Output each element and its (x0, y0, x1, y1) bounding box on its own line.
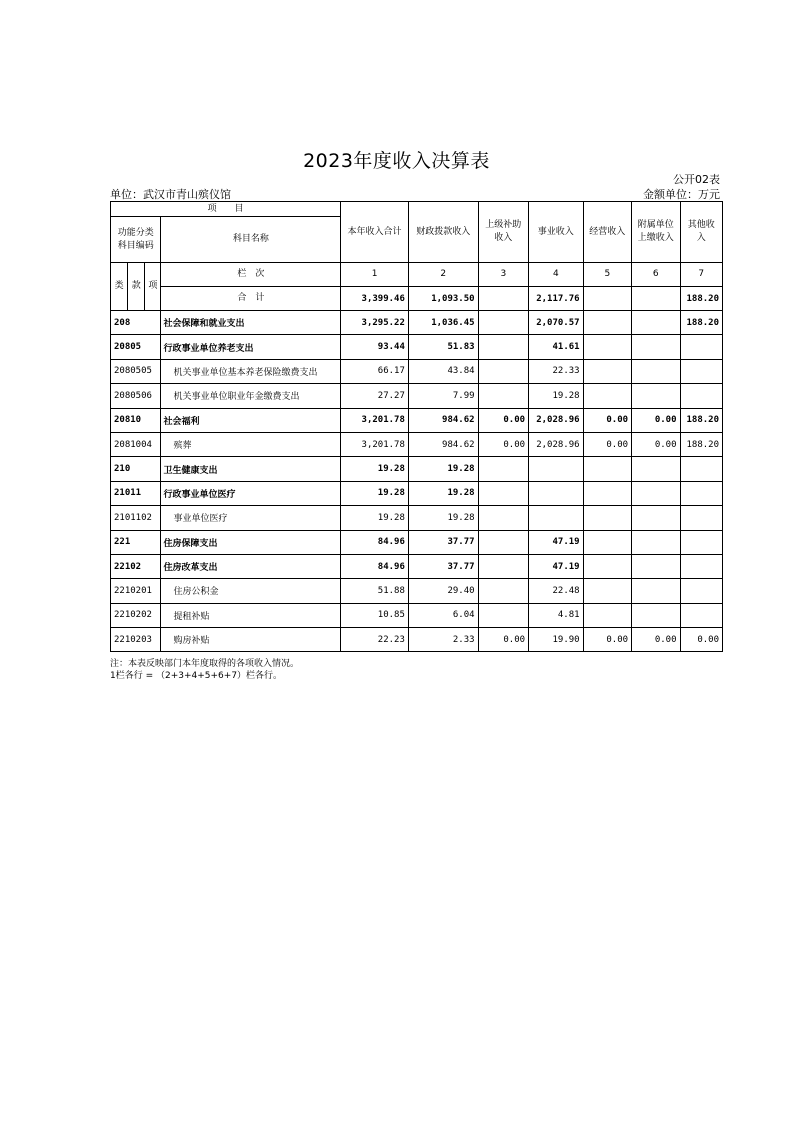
amount-cell (680, 579, 722, 603)
subject-code: 2101102 (111, 506, 161, 530)
subject-code: 2210201 (111, 579, 161, 603)
amount-cell: 2,070.57 (529, 311, 584, 335)
amount-cell: 6.04 (408, 603, 478, 627)
amount-cell (529, 506, 584, 530)
col-header-affiliated: 附属单位上缴收入 (632, 202, 680, 263)
amount-cell: 37.77 (408, 554, 478, 578)
table-row (111, 311, 723, 335)
amount-cell (478, 359, 528, 383)
amount-cell (583, 579, 631, 603)
amount-cell (583, 359, 631, 383)
col-header-operating: 经营收入 (583, 202, 631, 263)
amount-cell: 19.28 (341, 506, 409, 530)
amount-cell: 51.83 (408, 335, 478, 359)
col-number: 7 (680, 263, 722, 287)
table-row (111, 530, 723, 554)
subject-name: 提租补贴 (161, 603, 341, 627)
amount-cell (632, 359, 680, 383)
subject-name: 机关事业单位职业年金缴费支出 (161, 384, 341, 408)
col-number: 5 (583, 263, 631, 287)
amount-cell: 51.88 (341, 579, 409, 603)
amount-cell: 0.00 (583, 432, 631, 456)
amount-cell (632, 457, 680, 481)
amount-cell: 0.00 (680, 628, 722, 652)
subject-code: 20810 (111, 408, 161, 432)
amount-cell: 984.62 (408, 408, 478, 432)
subject-code: 20805 (111, 335, 161, 359)
income-report-table (110, 201, 723, 652)
amount-cell (632, 530, 680, 554)
table-row (111, 335, 723, 359)
amount-cell: 93.44 (341, 335, 409, 359)
amount-cell: 188.20 (680, 408, 722, 432)
col-number: 2 (408, 263, 478, 287)
table-row (111, 603, 723, 627)
table-row (111, 457, 723, 481)
subject-name: 住房保障支出 (161, 530, 341, 554)
subject-name: 事业单位医疗 (161, 506, 341, 530)
func-class-header: 功能分类科目编码 (111, 217, 161, 263)
amount-cell: 0.00 (583, 408, 631, 432)
total-cell: 3,399.46 (341, 287, 409, 311)
amount-cell (529, 481, 584, 505)
amount-cell: 84.96 (341, 554, 409, 578)
amount-cell: 0.00 (583, 628, 631, 652)
subject-name: 社会福利 (161, 408, 341, 432)
amount-cell: 10.85 (341, 603, 409, 627)
table-row (111, 481, 723, 505)
amount-cell: 7.99 (408, 384, 478, 408)
heji-label: 合 计 (161, 287, 341, 311)
amount-cell: 0.00 (632, 432, 680, 456)
amount-cell: 37.77 (408, 530, 478, 554)
table-row (111, 408, 723, 432)
amount-cell (583, 384, 631, 408)
total-cell: 1,093.50 (408, 287, 478, 311)
header-row-1 (111, 202, 723, 217)
amount-cell (680, 481, 722, 505)
amount-cell: 1,036.45 (408, 311, 478, 335)
amount-cell: 0.00 (478, 628, 528, 652)
amount-cell (632, 481, 680, 505)
subject-code: 22102 (111, 554, 161, 578)
subject-name: 社会保障和就业支出 (161, 311, 341, 335)
amount-cell: 47.19 (529, 530, 584, 554)
amount-cell (680, 506, 722, 530)
amount-cell (478, 311, 528, 335)
subject-code: 221 (111, 530, 161, 554)
amount-cell: 0.00 (478, 408, 528, 432)
total-cell (478, 287, 528, 311)
amount-cell (478, 603, 528, 627)
amount-cell: 22.48 (529, 579, 584, 603)
subject-code: 2080506 (111, 384, 161, 408)
form-number: 公开02表 (673, 173, 720, 186)
amount-cell (632, 506, 680, 530)
subject-name: 住房改革支出 (161, 554, 341, 578)
subject-name-header: 科目名称 (161, 217, 341, 263)
amount-cell (478, 579, 528, 603)
amount-cell (478, 554, 528, 578)
subject-code: 208 (111, 311, 161, 335)
amount-cell (583, 506, 631, 530)
unit-label: 单位：武汉市青山殡仪馆 (110, 188, 231, 201)
total-cell: 2,117.76 (529, 287, 584, 311)
amount-cell (632, 554, 680, 578)
lanci-label: 栏 次 (161, 263, 341, 287)
col-header-business: 事业收入 (529, 202, 584, 263)
subject-code: 21011 (111, 481, 161, 505)
amount-cell: 2.33 (408, 628, 478, 652)
amount-cell (478, 335, 528, 359)
amount-cell (680, 554, 722, 578)
amount-cell (583, 603, 631, 627)
subject-name: 行政事业单位医疗 (161, 481, 341, 505)
subject-name: 购房补贴 (161, 628, 341, 652)
amount-cell: 19.28 (529, 384, 584, 408)
amount-cell: 22.33 (529, 359, 584, 383)
amount-cell: 188.20 (680, 311, 722, 335)
amount-cell: 27.27 (341, 384, 409, 408)
amount-cell (680, 457, 722, 481)
amount-cell (583, 457, 631, 481)
col-number: 3 (478, 263, 528, 287)
amount-cell (583, 530, 631, 554)
amount-cell: 2,028.96 (529, 408, 584, 432)
note-line: 1栏各行 = （2+3+4+5+6+7）栏各行。 (110, 671, 283, 681)
col-number: 6 (632, 263, 680, 287)
col-header-fiscal: 财政拨款收入 (408, 202, 478, 263)
item-header: 项 目 (111, 202, 341, 217)
amount-cell (478, 481, 528, 505)
amount-cell (478, 506, 528, 530)
total-row (111, 287, 723, 311)
subject-name: 机关事业单位基本养老保险缴费支出 (161, 359, 341, 383)
amount-cell (632, 603, 680, 627)
amount-cell (680, 359, 722, 383)
subject-code: 2210202 (111, 603, 161, 627)
amount-cell: 3,201.78 (341, 408, 409, 432)
amount-cell (478, 384, 528, 408)
amount-cell: 19.90 (529, 628, 584, 652)
subject-code: 210 (111, 457, 161, 481)
amount-cell (583, 481, 631, 505)
total-cell (583, 287, 631, 311)
report-title: 2023年度收入决算表 (303, 150, 490, 172)
subject-name: 行政事业单位养老支出 (161, 335, 341, 359)
subject-code: 2081004 (111, 432, 161, 456)
amount-cell (583, 311, 631, 335)
table-row (111, 554, 723, 578)
amount-cell: 66.17 (341, 359, 409, 383)
lei-header: 类 (111, 263, 128, 311)
col-header-total: 本年收入合计 (341, 202, 409, 263)
subject-code: 2210203 (111, 628, 161, 652)
amount-cell: 984.62 (408, 432, 478, 456)
total-cell: 188.20 (680, 287, 722, 311)
total-cell (632, 287, 680, 311)
col-header-other: 其他收入 (680, 202, 722, 263)
amount-cell (583, 335, 631, 359)
col-number: 1 (341, 263, 409, 287)
column-number-row (111, 263, 723, 287)
table-row (111, 628, 723, 652)
amount-cell: 29.40 (408, 579, 478, 603)
amount-cell: 22.23 (341, 628, 409, 652)
amount-cell (632, 335, 680, 359)
amount-cell (680, 384, 722, 408)
amount-cell (632, 384, 680, 408)
subject-name: 卫生健康支出 (161, 457, 341, 481)
table-row (111, 432, 723, 456)
amount-cell: 2,028.96 (529, 432, 584, 456)
amount-cell (478, 530, 528, 554)
amount-cell: 19.28 (408, 481, 478, 505)
amount-cell: 19.28 (408, 457, 478, 481)
amount-cell: 188.20 (680, 432, 722, 456)
amount-cell (680, 603, 722, 627)
xiang-header: 项 (145, 263, 161, 311)
table-row (111, 579, 723, 603)
amount-cell: 41.61 (529, 335, 584, 359)
amount-cell: 43.84 (408, 359, 478, 383)
table-row (111, 359, 723, 383)
subject-name: 殡葬 (161, 432, 341, 456)
amount-cell: 47.19 (529, 554, 584, 578)
subject-name: 住房公积金 (161, 579, 341, 603)
amount-cell: 84.96 (341, 530, 409, 554)
col-header-superior: 上级补助收入 (478, 202, 528, 263)
amount-cell: 3,295.22 (341, 311, 409, 335)
amount-cell: 3,201.78 (341, 432, 409, 456)
table-row (111, 384, 723, 408)
money-unit-label: 金额单位：万元 (643, 188, 720, 201)
col-number: 4 (529, 263, 584, 287)
amount-cell (680, 530, 722, 554)
amount-cell: 0.00 (632, 628, 680, 652)
amount-cell: 19.28 (341, 481, 409, 505)
amount-cell: 0.00 (478, 432, 528, 456)
amount-cell (529, 457, 584, 481)
amount-cell (680, 335, 722, 359)
amount-cell: 19.28 (341, 457, 409, 481)
amount-cell (583, 554, 631, 578)
table-row (111, 506, 723, 530)
amount-cell (478, 457, 528, 481)
amount-cell: 4.81 (529, 603, 584, 627)
kuan-header: 款 (128, 263, 145, 311)
notes (110, 658, 299, 682)
amount-cell (632, 311, 680, 335)
amount-cell: 19.28 (408, 506, 478, 530)
amount-cell (632, 579, 680, 603)
subject-code: 2080505 (111, 359, 161, 383)
note-line: 注：本表反映部门本年度取得的各项收入情况。 (110, 659, 300, 669)
amount-cell: 0.00 (632, 408, 680, 432)
